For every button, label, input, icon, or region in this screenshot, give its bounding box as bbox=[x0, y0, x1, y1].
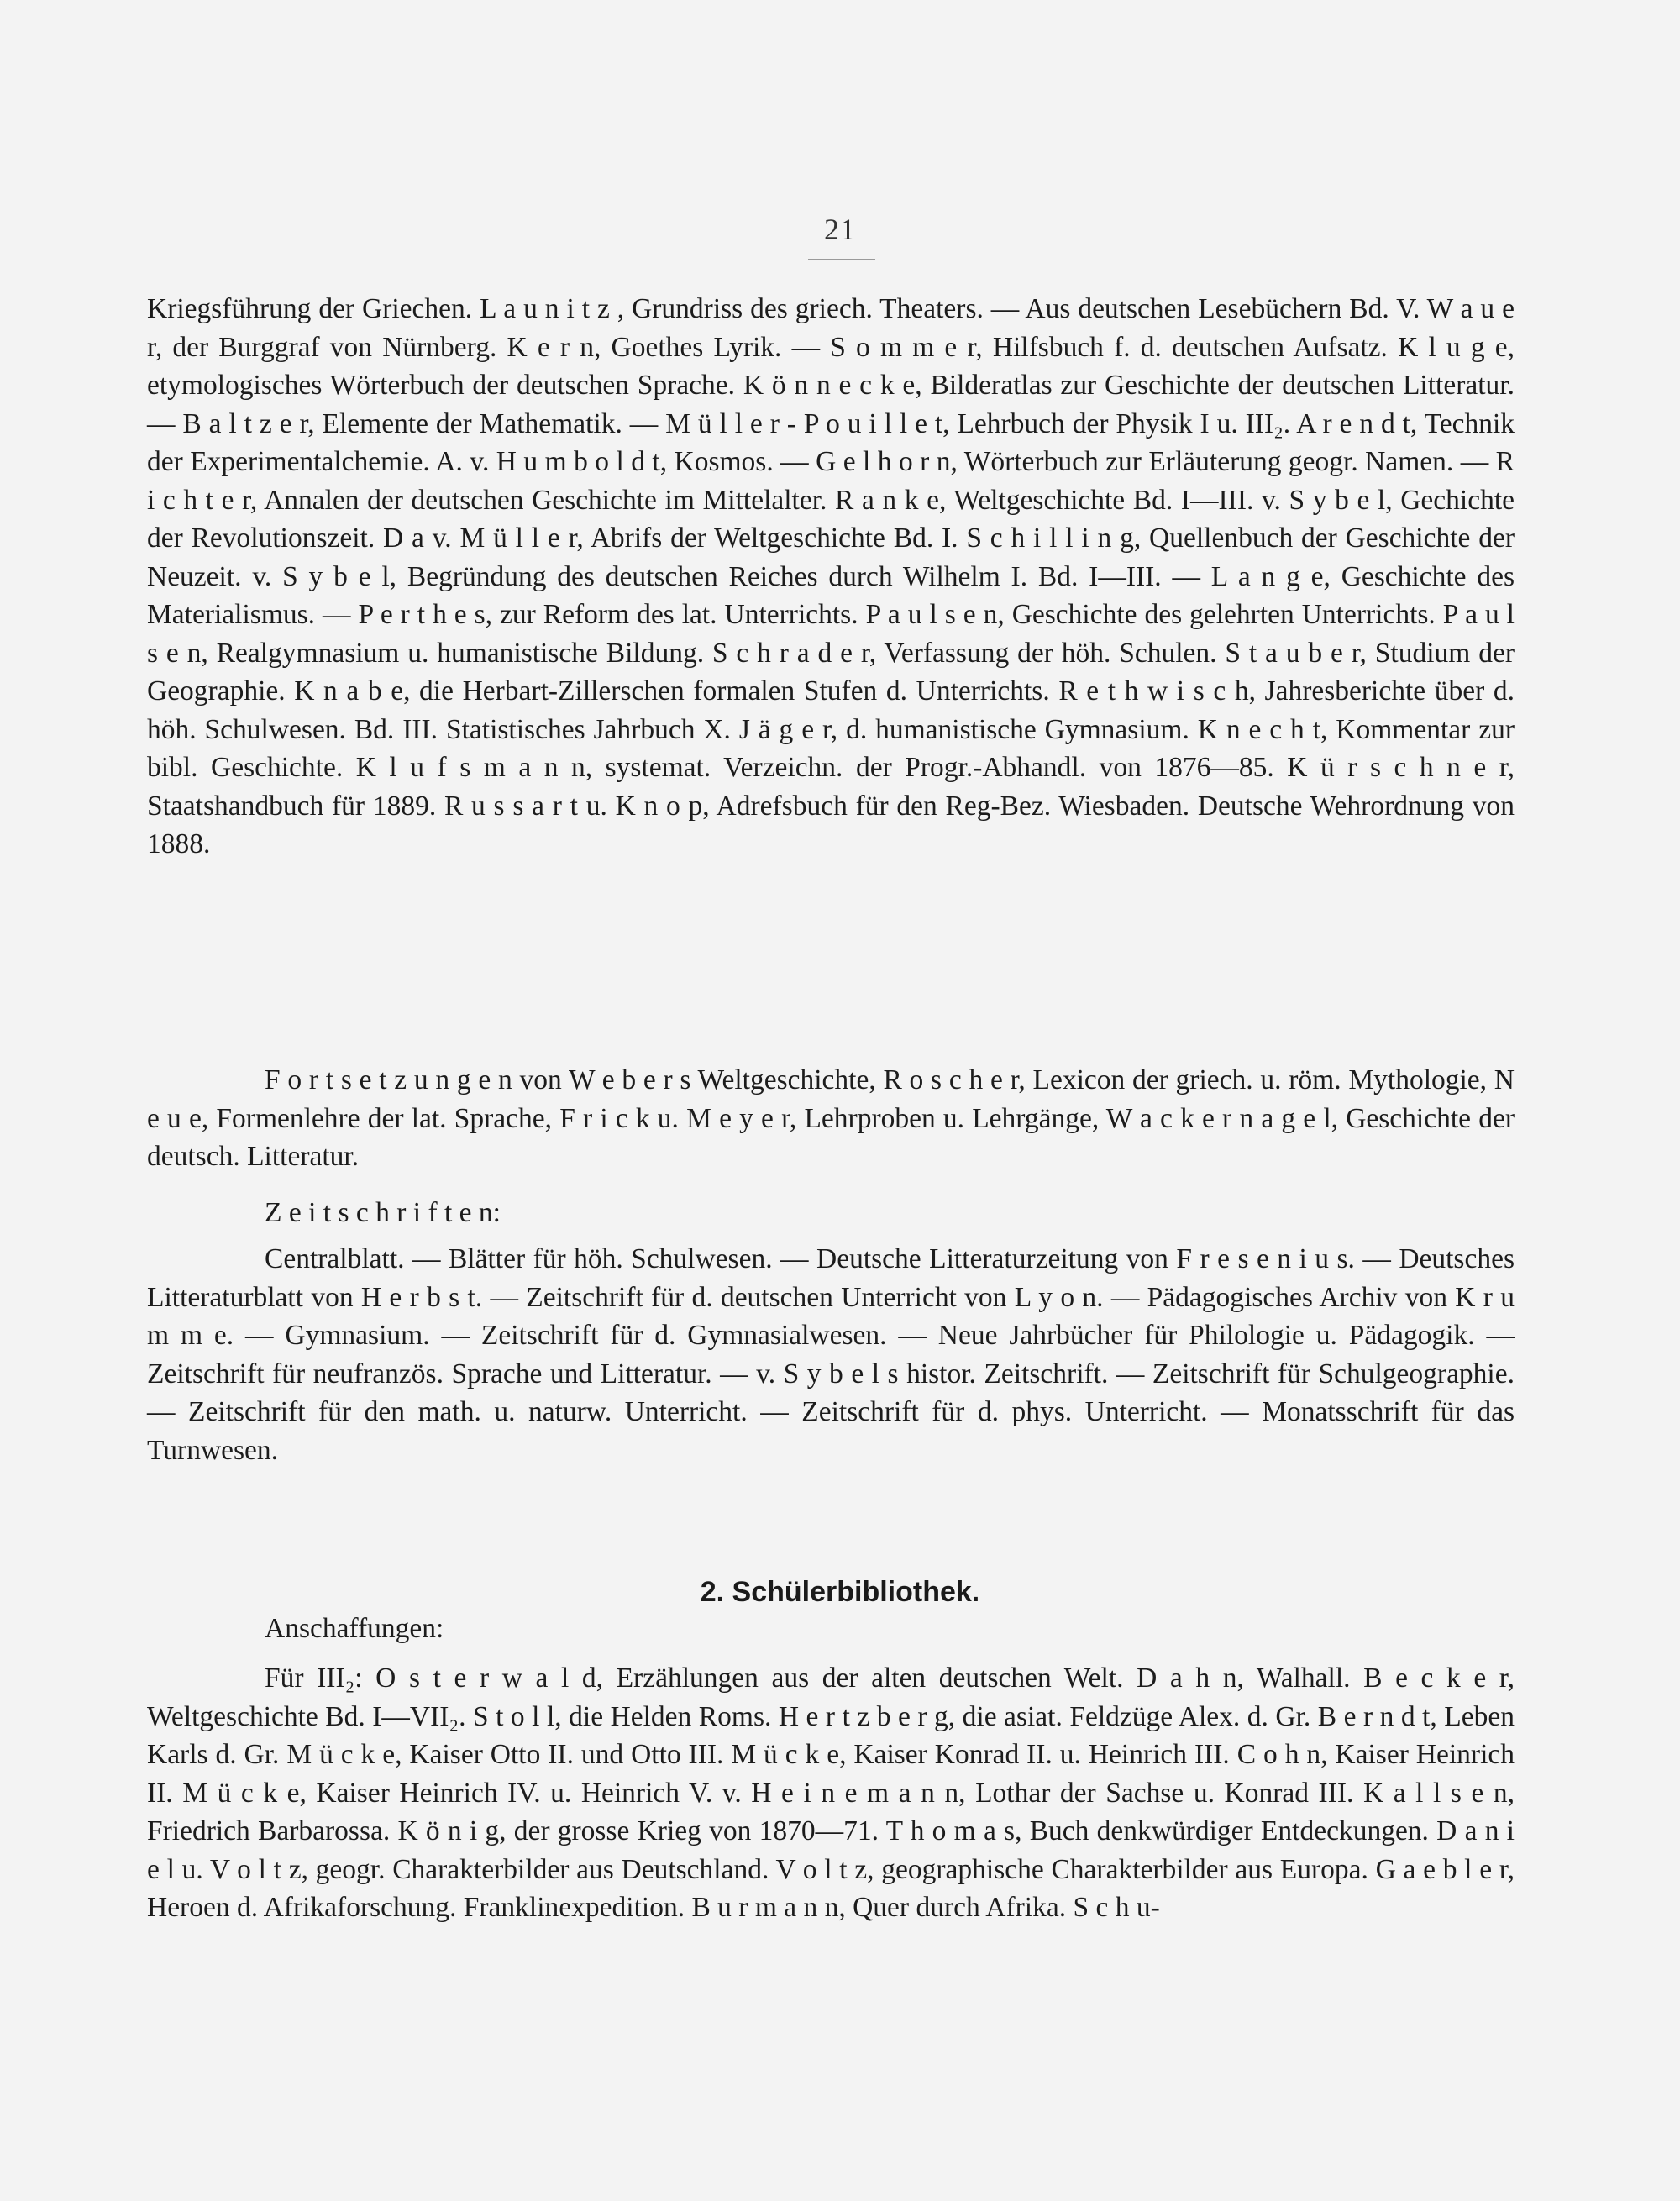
section-heading: 2. Schülerbibliothek. bbox=[700, 1576, 980, 1608]
paragraph-periodicals-list: Centralblatt. — Blätter für höh. Schulwesen. — Deutsche Litteraturzeitung von F r e s e n i u s. — Deutsches Litteraturblatt von H e r b s t. — Zeitschrift für d. deutschen Unterricht von L y o n. — Pädagogisches Archiv von K r u m m e. — Gymnasium. — Zeitschrift für d. Gymnasialwesen. — Neue Jahrbücher für Philologie u. Pädagogik. — Zeitschrift für neufranzös. Sprache und Litteratur. — v. S y b e l s histor. Zeitschrift. — Zeitschrift für Schulgeographie. — Zeitschrift für den math. u. naturw. Unterricht. — Zeitschrift für d. phys. Unterricht. — Monatsschrift für das Turnwesen. bbox=[147, 1243, 1515, 1466]
acquisitions-label: Anschaffungen: bbox=[265, 1613, 444, 1644]
page-number-ornament bbox=[808, 259, 875, 263]
paragraph-continuations: F o r t s e t z u n g e n von W e b e r s Weltgeschichte, R o s c h e r, Lexicon der griech. u. röm. Mythologie, N e u e, Formenlehre der lat. Sprache, F r i c k u. M e y e r, Lehrproben u. Lehrgänge, W a c k e r n a g e l, Geschichte der deutsch. Litteratur. bbox=[147, 1064, 1515, 1172]
paragraph-student-library-list: Für III₂: O s t e r w a l d, Erzählungen aus der alten deutschen Welt. D a h n, Walhall. B e c k e r, Weltgeschichte Bd. I—VII₂. S t o l l, die Helden Roms. H e r t z b e r g, die asiat. Feldzüge Alex. d. Gr. B e r n d t, Leben Karls d. Gr. M ü c k e, Kaiser Otto II. und Otto III. M ü c k e, Kaiser Konrad II. u. Heinrich III. C o h n, Kaiser Heinrich II. M ü c k e, Kaiser Heinrich IV. u. Heinrich V. v. H e i n e m a n n, Lothar der Sachse u. Konrad III. K a l l s e n, Friedrich Barbarossa. K ö n i g, der grosse Krieg von 1870—71. T h o m a s, Buch denkwürdiger Entdeckungen. D a n i e l u. V o l t z, geogr. Charakterbilder aus Deutschland. V o l t z, geographische Charakterbilder aus Europa. G a e b l e r, Heroen d. Afrikaforschung. Franklinexpedition. B u r m a n n, Quer durch Afrika. S c h u- bbox=[147, 1663, 1515, 1923]
paragraph-periodicals-label: Z e i t s c h r i f t e n: bbox=[265, 1197, 501, 1228]
paragraph-teacher-library-list: Kriegsführung der Griechen. L a u n i t z , Grundriss des griech. Theaters. — Aus deutschen Lesebüchern Bd. V. W a u e r, der Burggraf von Nürnberg. K e r n, Goethes Lyrik. — S o m m e r, Hilfsbuch f. d. deutschen Aufsatz. K l u g e, etymologisches Wörterbuch der deutschen Sprache. K ö n n e c k e, Bilderatlas zur Geschichte der deutschen Litteratur. — B a l t z e r, Elemente der Mathematik. — M ü l l e r - P o u i l l e t, Lehrbuch der Physik I u. III₂. A r e n d t, Technik der Experimentalchemie. A. v. H u m b o l d t, Kosmos. — G e l h o r n, Wörterbuch zur Erläuterung geogr. Namen. — R i c h t e r, Annalen der deutschen Geschichte im Mittelalter. R a n k e, Weltgeschichte Bd. I—III. v. S y b e l, Gechichte der Revolutionszeit. D a v. M ü l l e r, Abrifs der Weltgeschichte Bd. I. S c h i l l i n g, Quellenbuch der Geschichte der Neuzeit. v. S y b e l, Begründung des deutschen Reiches durch Wilhelm I. Bd. I—III. — L a n g e, Geschichte des Materialismus. — P e r t h e s, zur Reform des lat. Unterrichts. P a u l s e n, Geschichte des gelehrten Unterrichts. P a u l s e n, Realgymnasium u. humanistische Bildung. S c h r a d e r, Verfassung der höh. Schulen. S t a u b e r, Studium der Geographie. K n a b e, die Herbart-Zillerschen formalen Stufen d. Unterrichts. R e t h w i s c h, Jahresberichte über d. höh. Schulwesen. Bd. III. Statistisches Jahrbuch X. J ä g e r, d. humanistische Gymnasium. K n e c h t, Kommentar zur bibl. Geschichte. K l u f s m a n n, systemat. Verzeichn. der Progr.-Abhandl. von 1876—85. K ü r s c h n e r, Staatshandbuch für 1889. R u s s a r t u. K n o p, Adrefsbuch für den Reg-Bez. Wiesbaden. Deutsche Wehrordnung von 1888. bbox=[147, 293, 1515, 859]
page-number: 21 bbox=[824, 213, 856, 246]
